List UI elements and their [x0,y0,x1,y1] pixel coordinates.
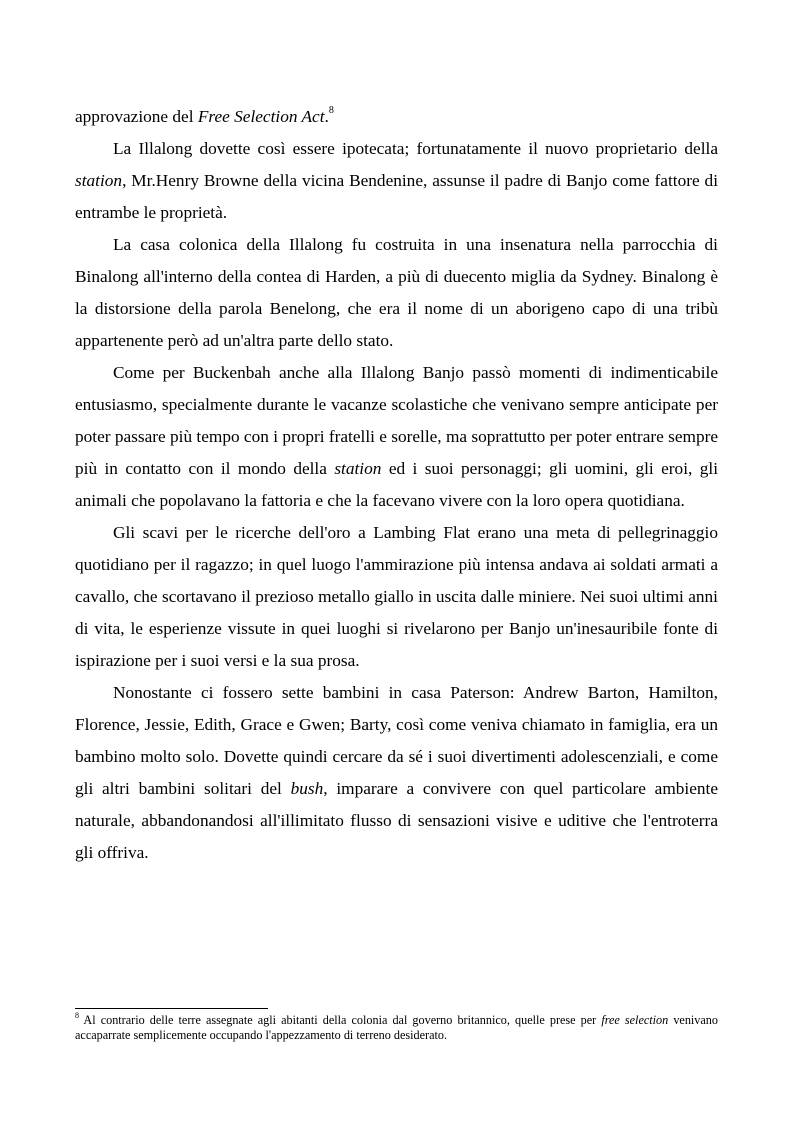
paragraph [75,517,718,677]
footnote-marker: 8 [328,105,334,117]
paragraph [75,229,718,357]
italic-term: station [334,459,382,478]
italic-term: Free Selection Act [197,107,325,126]
text-run: venivano accaparrate semplicemente occupando l'appezzamento di terreno desiderato. [75,1013,718,1042]
text-run: Come per Buckenbah anche alla Illalong Banjo passò momenti di indimenticabile entusiasmo, specialmente durante le vacanze scolastiche che venivano sempre anticipate per poter passare più tempo con i propri fratelli e sorelle, ma soprattutto per poter entrare sempre più in contatto con il mondo della [75,363,719,478]
footnote-separator [75,1008,268,1009]
italic-term: bush [290,779,324,798]
text-run: Al contrario delle terre assegnate agli abitanti della colonia dal governo britannico, quelle prese per [79,1013,602,1027]
main-text [75,101,718,869]
text-run: Gli scavi per le ricerche dell'oro a Lambing Flat erano una meta di pellegrinaggio quotidiano per il ragazzo; in quel luogo l'ammirazione più intensa andava ai soldati armati a cavallo, che scortavano il prezioso metallo giallo in uscita dalle miniere. Nei suoi ultimi anni di vita, le esperienze vissute in quei luoghi si rivelarono per Banjo un'inesauribile fonte di ispirazione per i suoi versi e la sua prosa. [75,523,718,670]
text-run: Nonostante ci fossero sette bambini in casa Paterson: Andrew Barton, Hamilton, Florence, Jessie, Edith, Grace e Gwen; Barty, così come veniva chiamato in famiglia, era un bambino molto solo. Dovette quindi cercare da sé i suoi divertimenti adolescenziali, e come gli altri bambini solitari del [75,683,718,798]
text-run: approvazione del [75,107,198,126]
paragraph [75,133,718,229]
text-run: , Mr.Henry Browne della vicina Bendenine, assunse il padre di Banjo come fattore di entrambe le proprietà. [75,171,718,222]
footnote-marker: 8 [75,1010,79,1020]
text-run: , imparare a convivere con quel particolare ambiente naturale, abbandonandosi all'illimitato flusso di sensazioni visive e uditive che l'entroterra gli offriva. [75,779,719,862]
text-run: La casa colonica della Illalong fu costruita in una insenatura nella parrocchia di Binalong all'interno della contea di Harden, a più di duecento miglia da Sydney. Binalong è la distorsione della parola Benelong, che era il nome di un aborigeno capo di una tribù appartenente però ad un'altra parte dello stato. [75,235,718,350]
italic-term: free selection [601,1013,669,1027]
italic-term: station [75,171,123,190]
paragraph [75,677,718,869]
text-run: ed i suoi personaggi; gli uomini, gli eroi, gli animali che popolavano la fattoria e che la facevano vivere con la loro opera quotidiana. [75,459,718,510]
paragraph [75,101,718,133]
text-run: . [324,107,329,126]
paragraph [75,357,718,517]
footnote-8 [75,1010,718,1043]
text-run: La Illalong dovette così essere ipotecata; fortunatamente il nuovo proprietario della [113,139,718,158]
